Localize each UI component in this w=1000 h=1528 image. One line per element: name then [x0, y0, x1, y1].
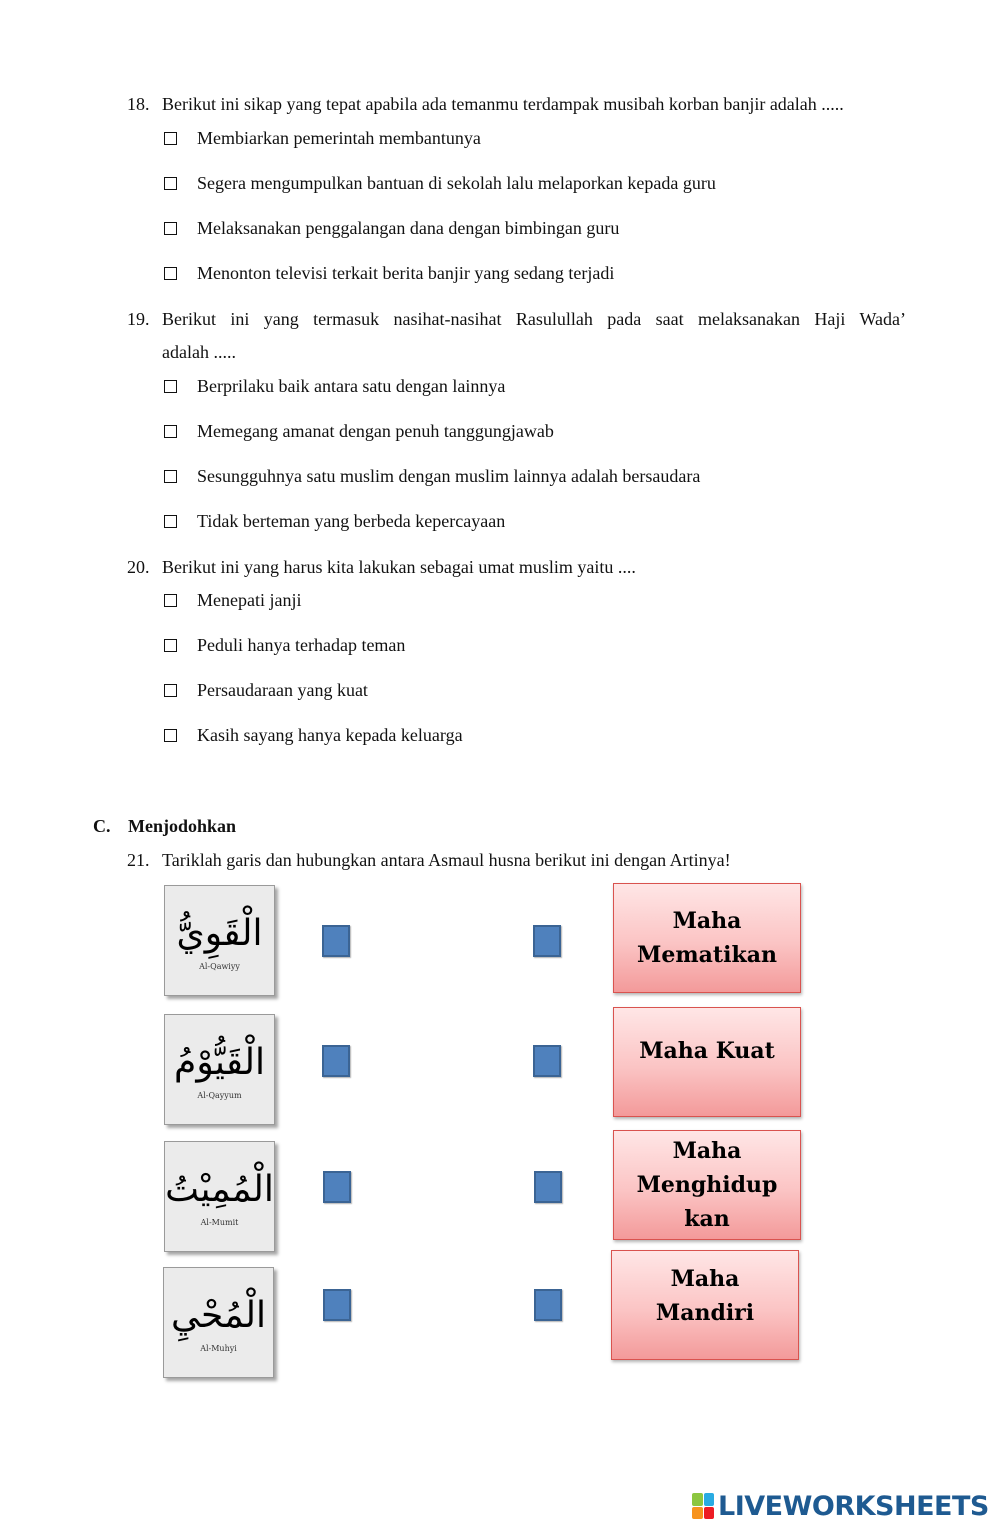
meaning-text [637, 1134, 778, 1236]
match-left-handle-4[interactable] [323, 1289, 351, 1321]
meaning-text [639, 1034, 775, 1068]
checkbox[interactable] [164, 594, 177, 607]
option-label: Kasih sayang hanya kepada keluarga [197, 725, 463, 745]
option-label: Segera mengumpulkan bantuan di sekolah lalu melaporkan kepada guru [197, 173, 716, 193]
meaning-line-2: Mematikan [637, 942, 777, 968]
q20-option-4[interactable] [164, 723, 463, 747]
option-label: Peduli hanya terhadap teman [197, 635, 406, 655]
q18-option-1[interactable] [164, 126, 481, 150]
section-letter: C. [93, 816, 111, 836]
question-21-instruction: Tariklah garis dan hubungkan antara Asmaul husna berikut ini dengan Artinya! [162, 850, 731, 870]
match-right-handle-1[interactable] [533, 925, 561, 957]
option-label: Memegang amanat dengan penuh tanggungjawab [197, 421, 554, 441]
match-right-handle-3[interactable] [534, 1171, 562, 1203]
question-18-number: 18. [127, 94, 150, 114]
question-19-number: 19. [127, 309, 150, 329]
option-label: Berprilaku baik antara satu dengan lainnya [197, 376, 506, 396]
checkbox[interactable] [164, 684, 177, 697]
meaning-line-2: Mandiri [655, 1300, 755, 1326]
checkbox[interactable] [164, 425, 177, 438]
checkbox[interactable] [164, 222, 177, 235]
meaning-line-1: Maha [672, 1138, 742, 1164]
meaning-text [637, 904, 777, 972]
meaning-box-1 [613, 883, 801, 993]
section-title: Menjodohkan [128, 816, 237, 836]
meaning-line-2: Menghidup [636, 1172, 778, 1198]
option-label: Sesungguhnya satu muslim dengan muslim lainnya adalah bersaudara [197, 466, 701, 486]
q20-option-1[interactable] [164, 588, 301, 612]
meaning-text [656, 1262, 754, 1330]
checkbox[interactable] [164, 267, 177, 280]
q18-option-3[interactable] [164, 216, 619, 240]
match-left-handle-1[interactable] [322, 925, 350, 957]
q19-option-2[interactable] [164, 419, 554, 443]
checkbox[interactable] [164, 729, 177, 742]
q19-option-1[interactable] [164, 374, 505, 398]
meaning-line-1: Maha [672, 908, 742, 934]
question-20-text: Berikut ini yang harus kita lakukan sebagai umat muslim yaitu .... [162, 557, 636, 577]
latin-name: Al-Qawiyy [199, 962, 240, 971]
match-right-handle-4[interactable] [534, 1289, 562, 1321]
logo-square-green [692, 1493, 703, 1506]
match-left-handle-2[interactable] [322, 1045, 350, 1077]
option-label: Menonton televisi terkait berita banjir yang sedang terjadi [197, 263, 615, 283]
meaning-line-3: kan [684, 1206, 730, 1232]
meaning-box-3 [613, 1130, 801, 1240]
checkbox[interactable] [164, 177, 177, 190]
question-20-number: 20. [127, 557, 150, 577]
arabic-name: الْقَيُّوْمُ [174, 1042, 265, 1083]
option-label: Tidak berteman yang berbeda kepercayaan [197, 511, 506, 531]
liveworksheets-icon [692, 1493, 714, 1519]
q18-option-4[interactable] [164, 261, 614, 285]
q19-option-4[interactable] [164, 509, 505, 533]
option-label: Menepati janji [197, 590, 302, 610]
q19-option-3[interactable] [164, 464, 700, 488]
latin-name: Al-Qayyum [197, 1091, 242, 1100]
asmaul-card-1 [164, 885, 275, 996]
question-21-number: 21. [127, 850, 150, 870]
checkbox[interactable] [164, 132, 177, 145]
option-label: Persaudaraan yang kuat [197, 680, 368, 700]
latin-name: Al-Muhyi [200, 1344, 237, 1353]
brand-name: LIVEWORKSHEETS [718, 1490, 989, 1522]
question-19-text-line2: adalah ..... [162, 342, 236, 362]
latin-name: Al-Mumit [200, 1218, 239, 1227]
logo-square-red [704, 1507, 715, 1520]
meaning-box-4 [611, 1250, 799, 1360]
q20-option-2[interactable] [164, 633, 405, 657]
checkbox[interactable] [164, 515, 177, 528]
option-label: Melaksanakan penggalangan dana dengan bimbingan guru [197, 218, 620, 238]
asmaul-card-3 [164, 1141, 275, 1252]
meaning-line-1: Maha [670, 1266, 740, 1292]
q20-option-3[interactable] [164, 678, 368, 702]
arabic-name: الْقَوِيُّ [176, 913, 263, 954]
checkbox[interactable] [164, 380, 177, 393]
checkbox[interactable] [164, 639, 177, 652]
question-19-text-line1: Berikut ini yang termasuk nasihat-nasihat Rasulullah pada saat melaksanakan Haji Wada’ [162, 309, 906, 329]
option-label: Membiarkan pemerintah membantunya [197, 128, 481, 148]
meaning-line-1: Maha Kuat [639, 1038, 775, 1064]
liveworksheets-logo [692, 1488, 989, 1524]
match-left-handle-3[interactable] [323, 1171, 351, 1203]
checkbox[interactable] [164, 470, 177, 483]
meaning-box-2 [613, 1007, 801, 1117]
arabic-name: الْمُحْيِ [170, 1295, 267, 1336]
match-right-handle-2[interactable] [533, 1045, 561, 1077]
asmaul-card-2 [164, 1014, 275, 1125]
q18-option-2[interactable] [164, 171, 716, 195]
logo-square-blue [704, 1493, 715, 1506]
logo-square-orange [692, 1507, 703, 1520]
asmaul-card-4 [163, 1267, 274, 1378]
arabic-name: الْمُمِيْتُ [165, 1169, 274, 1210]
question-18-text: Berikut ini sikap yang tepat apabila ada temanmu terdampak musibah korban banjir adalah ..... [162, 94, 844, 114]
